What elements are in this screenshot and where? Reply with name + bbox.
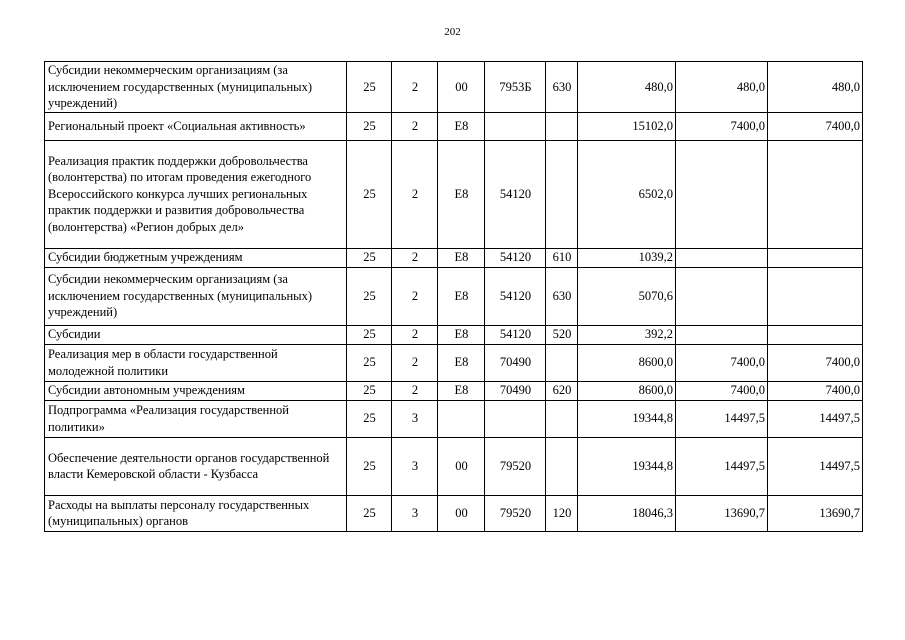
chapter-code: 25	[347, 112, 392, 140]
item-name: Субсидии некоммерческим организациям (за исключением государственных (муниципальных) учреждений)	[45, 62, 347, 113]
expense-type-code: 630	[546, 62, 578, 113]
expense-type-code	[546, 400, 578, 437]
project-code: 00	[438, 62, 485, 113]
project-code: 00	[438, 437, 485, 495]
expense-type-code: 520	[546, 325, 578, 344]
item-name: Реализация практик поддержки добровольчества (волонтерства) по итогам проведения ежегодного Всероссийского конкурса лучших региональных практик поддержки и развития добровольчества (волонтерства) «Регион добрых дел»	[45, 140, 347, 248]
target-code: 70490	[485, 344, 546, 381]
chapter-code: 25	[347, 400, 392, 437]
table-row	[45, 400, 863, 437]
chapter-code: 25	[347, 325, 392, 344]
amount-year-1: 19344,8	[578, 437, 676, 495]
item-name: Реализация мер в области государственной молодежной политики	[45, 344, 347, 381]
target-code: 79520	[485, 495, 546, 531]
project-code: 00	[438, 495, 485, 531]
chapter-code: 25	[347, 495, 392, 531]
amount-year-2: 7400,0	[676, 381, 768, 400]
expense-type-code	[546, 344, 578, 381]
project-code: Е8	[438, 381, 485, 400]
expense-type-code	[546, 140, 578, 248]
expense-type-code	[546, 112, 578, 140]
amount-year-2: 7400,0	[676, 344, 768, 381]
table-row	[45, 140, 863, 248]
target-code: 54120	[485, 248, 546, 267]
subprogram-code: 2	[392, 62, 438, 113]
subprogram-code: 2	[392, 112, 438, 140]
amount-year-1: 15102,0	[578, 112, 676, 140]
table-row	[45, 248, 863, 267]
amount-year-1: 19344,8	[578, 400, 676, 437]
chapter-code: 25	[347, 437, 392, 495]
subprogram-code: 3	[392, 495, 438, 531]
table-row	[45, 437, 863, 495]
amount-year-2: 7400,0	[676, 112, 768, 140]
target-code: 54120	[485, 140, 546, 248]
amount-year-2: 13690,7	[676, 495, 768, 531]
table-row	[45, 62, 863, 113]
item-name: Расходы на выплаты персоналу государственных (муниципальных) органов	[45, 495, 347, 531]
amount-year-1: 1039,2	[578, 248, 676, 267]
amount-year-2: 14497,5	[676, 437, 768, 495]
subprogram-code: 2	[392, 248, 438, 267]
project-code: Е8	[438, 112, 485, 140]
amount-year-2	[676, 325, 768, 344]
expense-type-code	[546, 437, 578, 495]
budget-table	[44, 61, 863, 532]
amount-year-1: 6502,0	[578, 140, 676, 248]
amount-year-1: 8600,0	[578, 381, 676, 400]
subprogram-code: 2	[392, 267, 438, 325]
amount-year-3: 7400,0	[768, 112, 863, 140]
amount-year-1: 5070,6	[578, 267, 676, 325]
chapter-code: 25	[347, 267, 392, 325]
item-name: Региональный проект «Социальная активность»	[45, 112, 347, 140]
amount-year-3: 13690,7	[768, 495, 863, 531]
subprogram-code: 2	[392, 381, 438, 400]
amount-year-1: 392,2	[578, 325, 676, 344]
amount-year-3	[768, 248, 863, 267]
target-code: 79520	[485, 437, 546, 495]
item-name: Субсидии	[45, 325, 347, 344]
table-row	[45, 267, 863, 325]
expense-type-code: 610	[546, 248, 578, 267]
expense-type-code: 620	[546, 381, 578, 400]
target-code: 7953Б	[485, 62, 546, 113]
subprogram-code: 2	[392, 140, 438, 248]
item-name: Субсидии бюджетным учреждениям	[45, 248, 347, 267]
table-row	[45, 112, 863, 140]
chapter-code: 25	[347, 381, 392, 400]
subprogram-code: 3	[392, 437, 438, 495]
table-row	[45, 344, 863, 381]
amount-year-3: 14497,5	[768, 400, 863, 437]
chapter-code: 25	[347, 248, 392, 267]
subprogram-code: 2	[392, 325, 438, 344]
amount-year-1: 8600,0	[578, 344, 676, 381]
amount-year-3: 14497,5	[768, 437, 863, 495]
amount-year-3: 480,0	[768, 62, 863, 113]
project-code: Е8	[438, 140, 485, 248]
amount-year-1: 480,0	[578, 62, 676, 113]
item-name: Субсидии некоммерческим организациям (за исключением государственных (муниципальных) учреждений)	[45, 267, 347, 325]
item-name: Подпрограмма «Реализация государственной политики»	[45, 400, 347, 437]
page-number: 202	[444, 26, 461, 38]
subprogram-code: 2	[392, 344, 438, 381]
target-code: 54120	[485, 325, 546, 344]
target-code	[485, 400, 546, 437]
subprogram-code: 3	[392, 400, 438, 437]
target-code: 54120	[485, 267, 546, 325]
project-code: Е8	[438, 267, 485, 325]
table-row	[45, 381, 863, 400]
amount-year-3: 7400,0	[768, 381, 863, 400]
chapter-code: 25	[347, 140, 392, 248]
amount-year-2	[676, 267, 768, 325]
chapter-code: 25	[347, 62, 392, 113]
amount-year-3: 7400,0	[768, 344, 863, 381]
project-code: Е8	[438, 325, 485, 344]
amount-year-2: 14497,5	[676, 400, 768, 437]
amount-year-3	[768, 267, 863, 325]
amount-year-2: 480,0	[676, 62, 768, 113]
amount-year-3	[768, 325, 863, 344]
project-code: Е8	[438, 344, 485, 381]
chapter-code: 25	[347, 344, 392, 381]
expense-type-code: 120	[546, 495, 578, 531]
expense-type-code: 630	[546, 267, 578, 325]
item-name: Обеспечение деятельности органов государственной власти Кемеровской области - Кузбасса	[45, 437, 347, 495]
table-row	[45, 325, 863, 344]
amount-year-3	[768, 140, 863, 248]
item-name: Субсидии автономным учреждениям	[45, 381, 347, 400]
target-code: 70490	[485, 381, 546, 400]
amount-year-2	[676, 140, 768, 248]
project-code	[438, 400, 485, 437]
table-row	[45, 495, 863, 531]
table-body	[45, 62, 863, 532]
amount-year-1: 18046,3	[578, 495, 676, 531]
amount-year-2	[676, 248, 768, 267]
project-code: Е8	[438, 248, 485, 267]
target-code	[485, 112, 546, 140]
